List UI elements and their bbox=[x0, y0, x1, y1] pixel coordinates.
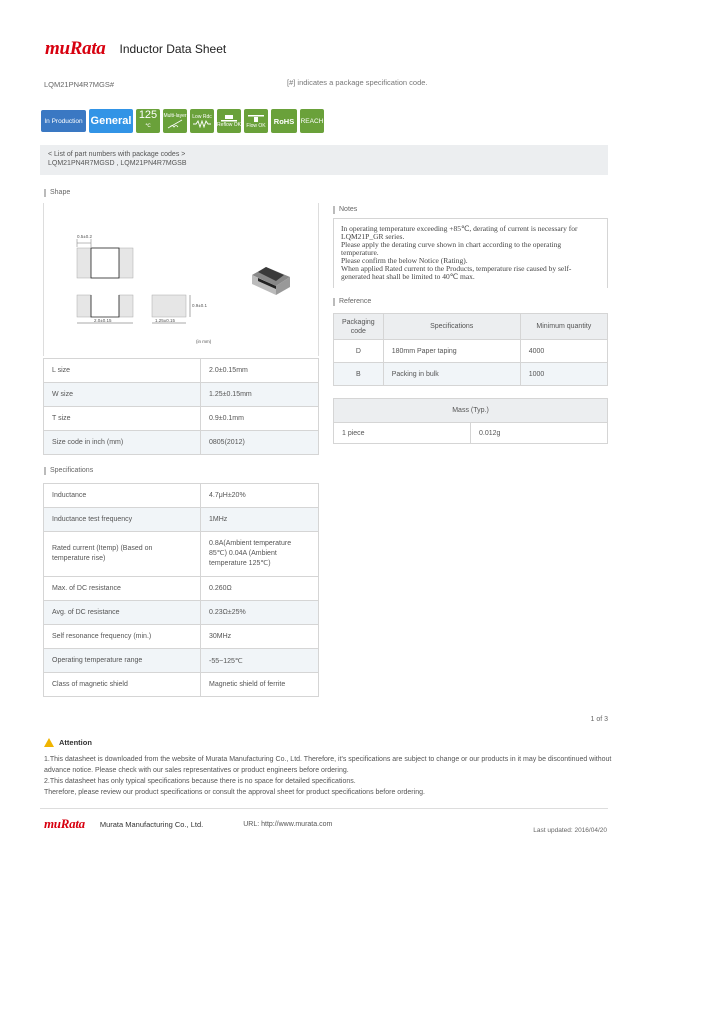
coil-icon bbox=[167, 119, 183, 129]
package-code-list bbox=[40, 145, 608, 175]
attention-text: 1.This datasheet is downloaded from the website of Murata Manufacturing Co., Ltd. Therefore, it's specifications are subject to change or our products in it may be discontinued without advance notice. Please check with our sales representatives or product engineers before ordering. 2.This datasheet has only typical specifications because there is no space for detailed specifications. Therefore, please review our product specifications or consult the approval sheet for product specifications before ordering. bbox=[44, 756, 612, 796]
shape-drawing bbox=[43, 203, 319, 356]
company-name: Murata Manufacturing Co., Ltd. bbox=[99, 819, 204, 829]
svg-text:1.25±0.15: 1.25±0.15 bbox=[155, 318, 175, 323]
svg-text:0.5±0.2: 0.5±0.2 bbox=[77, 234, 92, 239]
low-rdc-icon: Low Rdc bbox=[190, 109, 214, 133]
note-line: Please confirm the below Notice (Rating). bbox=[341, 256, 468, 265]
section-reference-label: Reference bbox=[333, 298, 371, 306]
footer-murata-logo: muRata bbox=[44, 816, 85, 831]
notes-box bbox=[333, 218, 608, 288]
section-notes-label: Notes bbox=[333, 206, 357, 214]
company-url-link[interactable]: URL: http://www.murata.com bbox=[243, 820, 333, 828]
svg-text:(in mm): (in mm) bbox=[196, 339, 212, 344]
celsius-icon: ℃ bbox=[145, 123, 151, 129]
part-number-note: [#] indicates a package specification code. bbox=[287, 78, 428, 87]
rohs-badge: RoHS bbox=[271, 109, 297, 133]
chip-render-icon bbox=[252, 267, 290, 295]
resistor-icon bbox=[193, 120, 211, 128]
murata-logo: muRata bbox=[45, 38, 106, 59]
reflow-ok-icon: Reflow OK bbox=[217, 109, 241, 133]
svg-text:0.9±0.1: 0.9±0.1 bbox=[192, 303, 207, 308]
dimension-drawing bbox=[44, 203, 320, 356]
part-number: LQM21PN4R7MGS# bbox=[44, 80, 115, 89]
reference-table: Packaging code Specifications Minimum quantity D 180mm Paper taping 4000 B Packing in bulk 1000 bbox=[333, 313, 608, 386]
last-updated: Last updated: 2016/04/20 bbox=[533, 827, 607, 834]
attention-heading: Attention bbox=[44, 738, 92, 747]
footer-divider bbox=[40, 808, 608, 809]
document-title: Inductor Data Sheet bbox=[119, 42, 227, 56]
badge-row bbox=[41, 109, 324, 133]
header bbox=[45, 38, 226, 60]
section-specifications-label: Specifications bbox=[44, 467, 93, 475]
shape-table: L size 2.0±0.15mm W size 1.25±0.15mm T size 0.9±0.1mm Size code in inch (mm) 0805(2012) bbox=[43, 358, 319, 455]
flow-ok-icon: Flow OK bbox=[244, 109, 268, 133]
package-list-parts: LQM21PN4R7MGSD , LQM21PN4R7MGSB bbox=[48, 160, 187, 167]
svg-text:2.0±0.15: 2.0±0.15 bbox=[94, 318, 112, 323]
footer bbox=[44, 816, 332, 832]
section-shape-label: Shape bbox=[44, 189, 70, 197]
warning-icon bbox=[44, 738, 54, 747]
note-line: When applied Rated current to the Products, temperature rise caused by self-generated heat shall be limited to 40℃ max. bbox=[341, 264, 572, 281]
status-badge-in-production: In Production bbox=[41, 110, 86, 132]
reach-badge: REACH bbox=[300, 109, 324, 133]
note-line: In operating temperature exceeding +85℃, derating of current is necessary for LQM21P_GR series. bbox=[341, 224, 578, 241]
specifications-table: Inductance 4.7μH±20% Inductance test frequency 1MHz Rated current (Itemp) (Based on temperature rise) 0.8A(Ambient temperature 85℃) 0.04A (Ambient temperature 125℃) Max. of DC resistance 0.260Ω Avg. of DC resistance 0.23Ω±25% Self resonance frequency (min.) 30MHz Operating temperature range -55~125℃ Class of magnetic shield Magnetic shield of ferrite bbox=[43, 483, 319, 697]
page-number: 1 of 3 bbox=[590, 716, 608, 723]
temperature-badge-125: 125 ℃ bbox=[136, 109, 160, 133]
reflow-chip-icon bbox=[221, 114, 237, 122]
note-line: Please apply the derating curve shown in chart according to the operating temperature. bbox=[341, 240, 562, 257]
flow-chip-icon bbox=[248, 114, 264, 123]
multilayer-icon: Multi-layer bbox=[163, 109, 187, 133]
category-badge-general: General bbox=[89, 109, 133, 133]
package-list-title: < List of part numbers with package codes > bbox=[48, 151, 186, 158]
mass-table: Mass (Typ.) 1 piece 0.012g bbox=[333, 398, 608, 444]
